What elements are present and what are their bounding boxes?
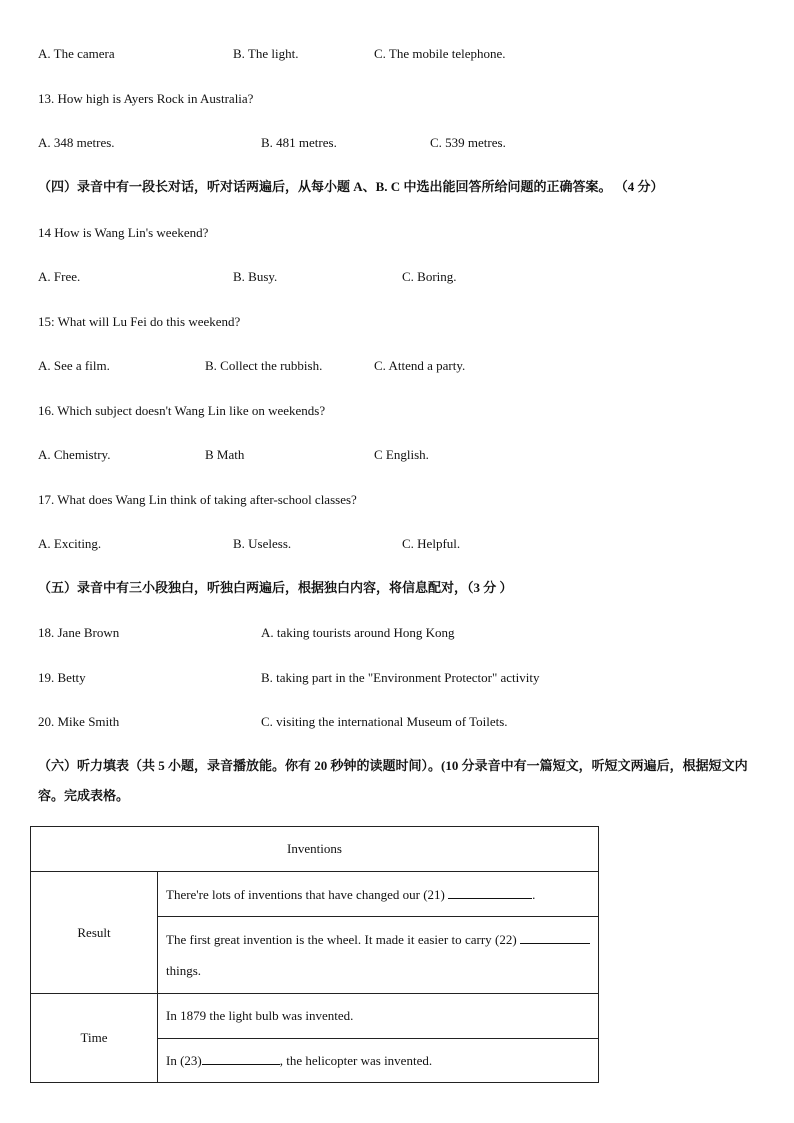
inventions-table xyxy=(30,826,599,1083)
section6-heading: （六）听力填表（共 5 小题，录音播放能。你有 20 秒钟的读题时间）。(10 分录音中有一篇短文，听短文两遍后，根据短文内容。完成表格。 xyxy=(38,758,748,803)
section4-heading: （四）录音中有一段长对话，听对话两遍后，从每小题 A、B. C 中选出能回答所给问题的正确答案。 （4 分） xyxy=(38,179,664,194)
q16-option-c: C English. xyxy=(374,447,429,462)
match-name-20: 20. Mike Smith xyxy=(38,714,120,729)
result-row-22-text: The first great invention is the wheel. It made it easier to carry (22) xyxy=(166,932,520,947)
result-row-22-end: things. xyxy=(166,963,202,978)
q13-option-c: C. 539 metres. xyxy=(430,135,506,150)
result-row-21-text: There're lots of inventions that have changed our (21) xyxy=(166,886,449,902)
blank-21[interactable] xyxy=(448,886,532,899)
q16-question: 16. Which subject doesn't Wang Lin like on weekends? xyxy=(38,403,326,418)
q14-option-b: B. Busy. xyxy=(233,269,278,284)
match-info-a: A. taking tourists around Hong Kong xyxy=(261,625,455,640)
q12-option-b: B. The light. xyxy=(233,46,299,61)
q17-option-c: C. Helpful. xyxy=(402,536,461,551)
q15-question: 15: What will Lu Fei do this weekend? xyxy=(38,314,241,329)
match-info-b: B. taking part in the "Environment Protector" activity xyxy=(261,670,540,685)
result-label: Result xyxy=(31,872,158,994)
q14-option-c: C. Boring. xyxy=(402,269,457,284)
match-name-18: 18. Jane Brown xyxy=(38,625,120,640)
time-row-1879: In 1879 the light bulb was invented. xyxy=(158,994,599,1039)
q17-option-a: A. Exciting. xyxy=(38,536,102,551)
q15-option-a: A. See a film. xyxy=(38,358,110,373)
blank-22[interactable] xyxy=(520,931,590,944)
q17-question: 17. What does Wang Lin think of taking after-school classes? xyxy=(38,492,357,507)
time-row-23 xyxy=(158,1039,599,1083)
q15-option-c: C. Attend a party. xyxy=(374,358,466,373)
q13-option-b: B. 481 metres. xyxy=(261,135,337,150)
q14-option-a: A. Free. xyxy=(38,269,81,284)
match-info-c: C. visiting the international Museum of Toilets. xyxy=(261,714,508,729)
time-row-23-end: , the helicopter was invented. xyxy=(279,1053,433,1068)
blank-23[interactable] xyxy=(202,1052,280,1065)
result-row-22 xyxy=(158,917,599,994)
result-row-21 xyxy=(158,872,599,917)
time-label: Time xyxy=(31,994,158,1083)
section5-heading: （五）录音中有三小段独白，听独白两遍后，根据独白内容，将信息配对，（3 分 ） xyxy=(38,580,513,595)
q13-option-a: A. 348 metres. xyxy=(38,135,115,150)
table-title: Inventions xyxy=(31,827,599,872)
time-row-23-text: In (23) xyxy=(166,1053,202,1068)
q15-option-b: B. Collect the rubbish. xyxy=(205,358,323,373)
q14-question: 14 How is Wang Lin's weekend? xyxy=(38,225,209,240)
q16-option-b: B Math xyxy=(205,447,245,462)
q12-option-c: C. The mobile telephone. xyxy=(374,46,506,61)
q16-option-a: A. Chemistry. xyxy=(38,447,111,462)
q17-option-b: B. Useless. xyxy=(233,536,292,551)
q13-question: 13. How high is Ayers Rock in Australia? xyxy=(38,91,254,106)
result-row-21-end: . xyxy=(532,886,536,902)
q12-option-a: A. The camera xyxy=(38,46,115,61)
match-name-19: 19. Betty xyxy=(38,670,86,685)
